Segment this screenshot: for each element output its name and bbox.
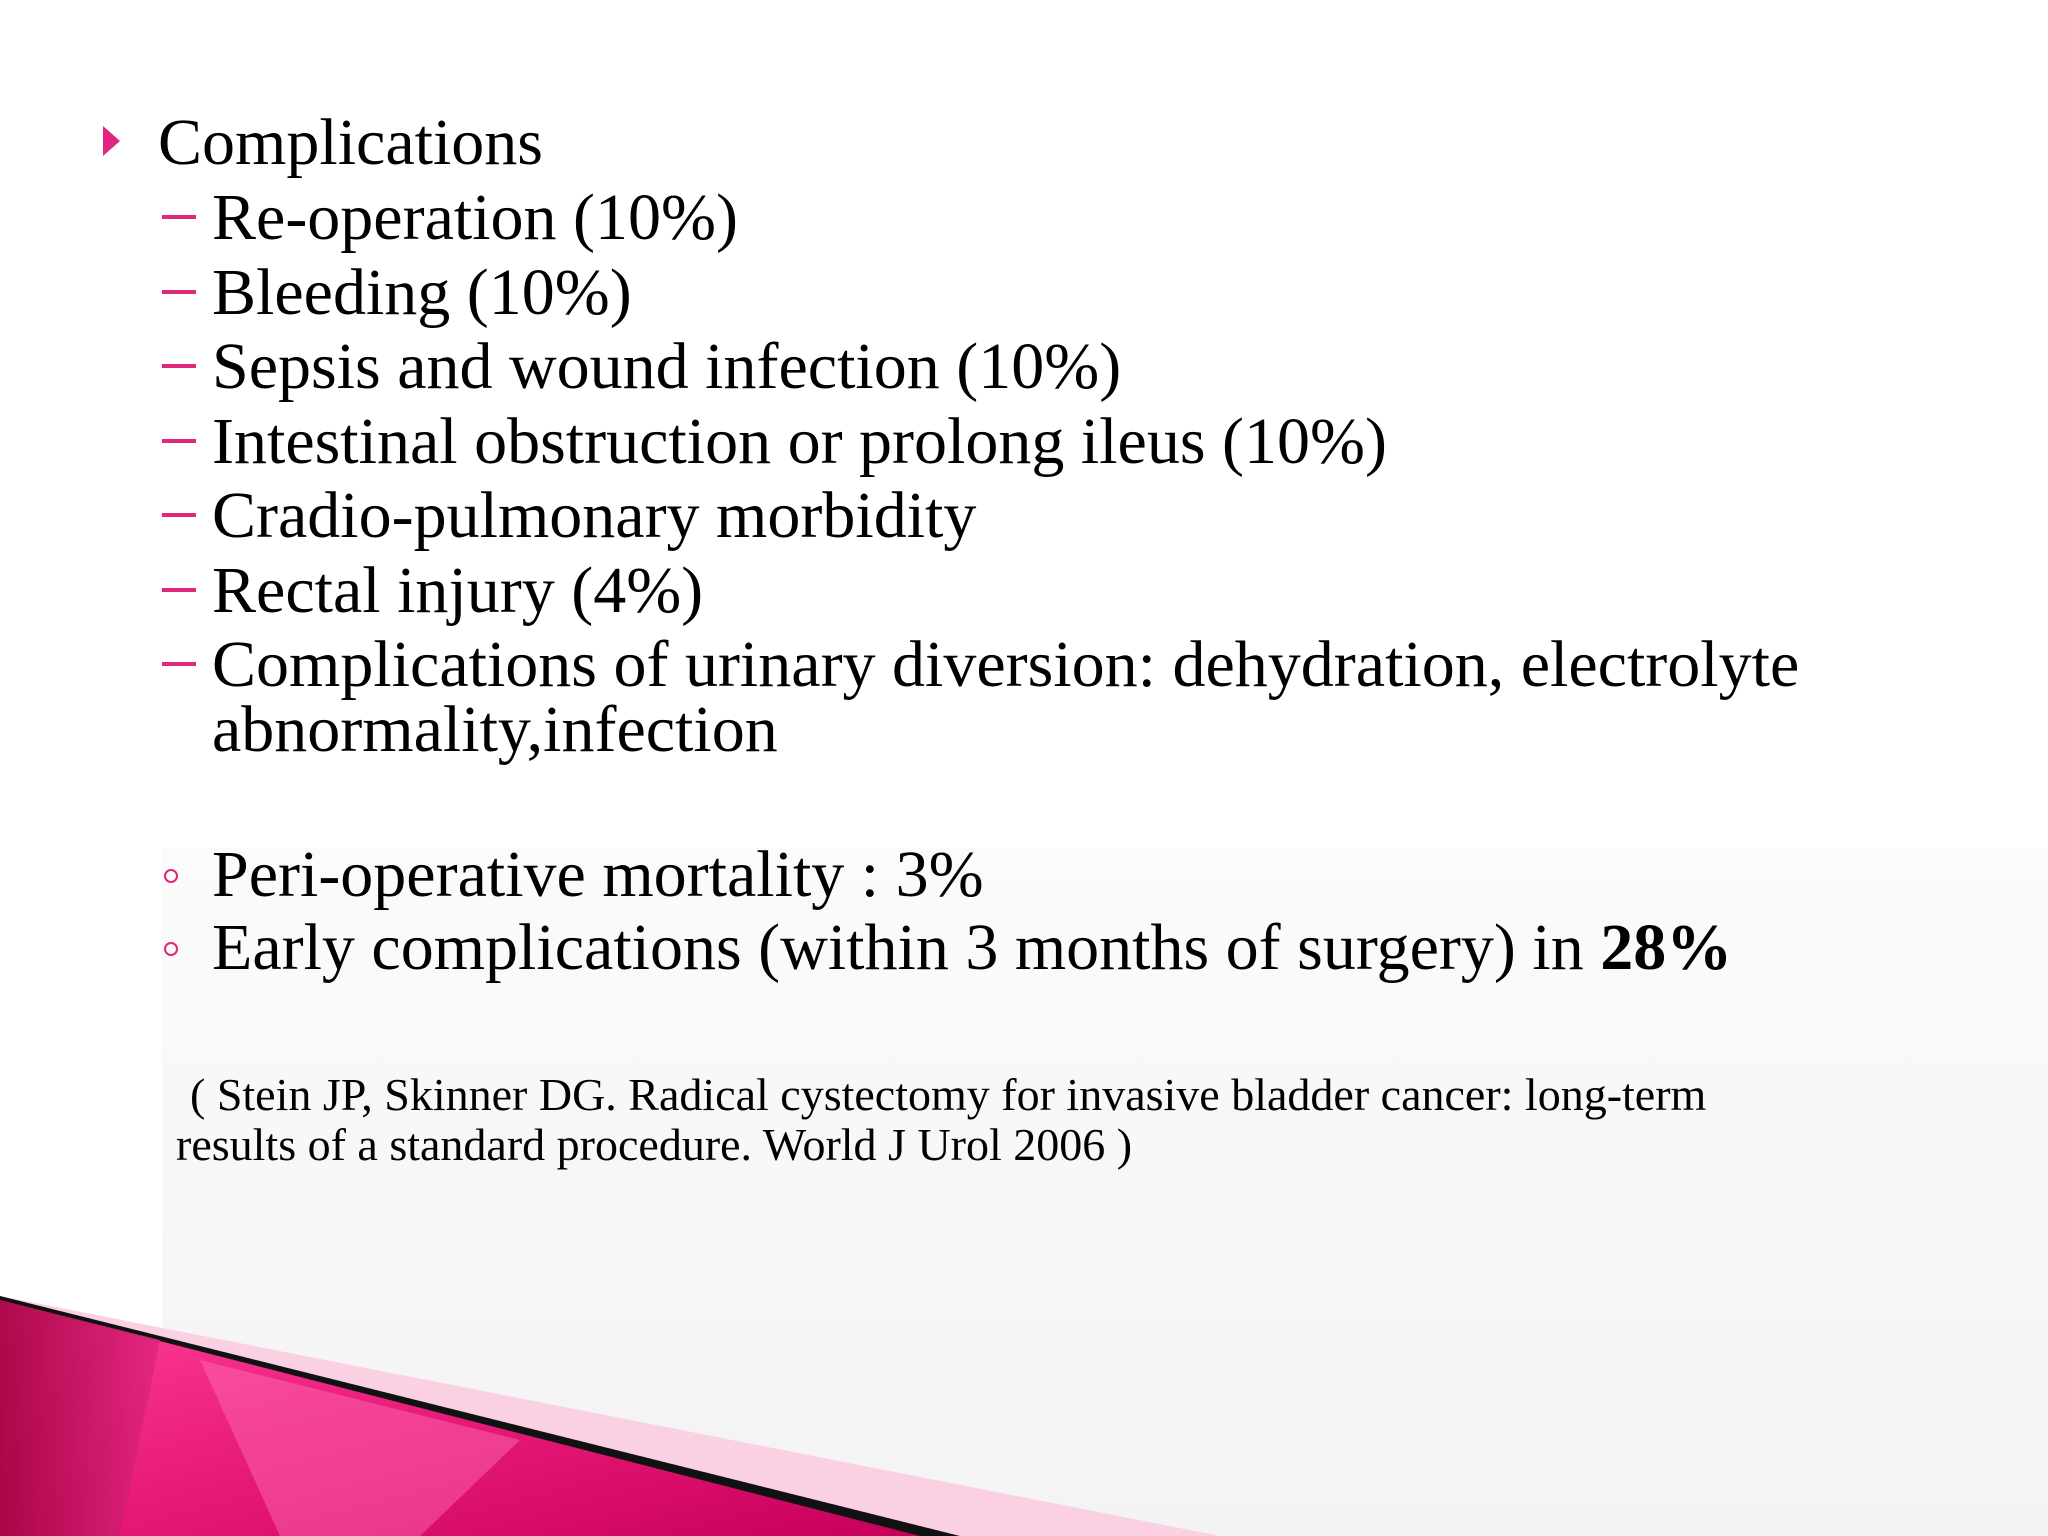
item-reoperation: Re-operation (10%) (212, 181, 738, 254)
stat-early-text: Early complications (within 3 months of surgery) in (212, 911, 1601, 984)
item-cardiopulmonary: Cradio-pulmonary morbidity (212, 479, 977, 552)
stat-mortality: Peri-operative mortality : 3% (212, 838, 984, 911)
reference-line-2: results of a standard procedure. World J Urol 2006 ) (176, 1119, 1133, 1170)
item-urinary-diversion-continued: abnormality,infection (212, 693, 778, 766)
heading-complications: Complications (158, 106, 543, 179)
item-bleeding: Bleeding (10%) (212, 256, 632, 329)
item-sepsis: Sepsis and wound infection (10%) (212, 330, 1122, 403)
reference-line-1: ( Stein JP, Skinner DG. Radical cystectomy for invasive bladder cancer: long-term (190, 1069, 1707, 1120)
item-obstruction: Intestinal obstruction or prolong ileus (10%) (212, 405, 1387, 478)
item-rectal-injury: Rectal injury (4%) (212, 554, 704, 627)
stat-early-value: 28% (1600, 911, 1733, 984)
item-urinary-diversion: Complications of urinary diversion: dehydration, electrolyte (212, 628, 1800, 701)
